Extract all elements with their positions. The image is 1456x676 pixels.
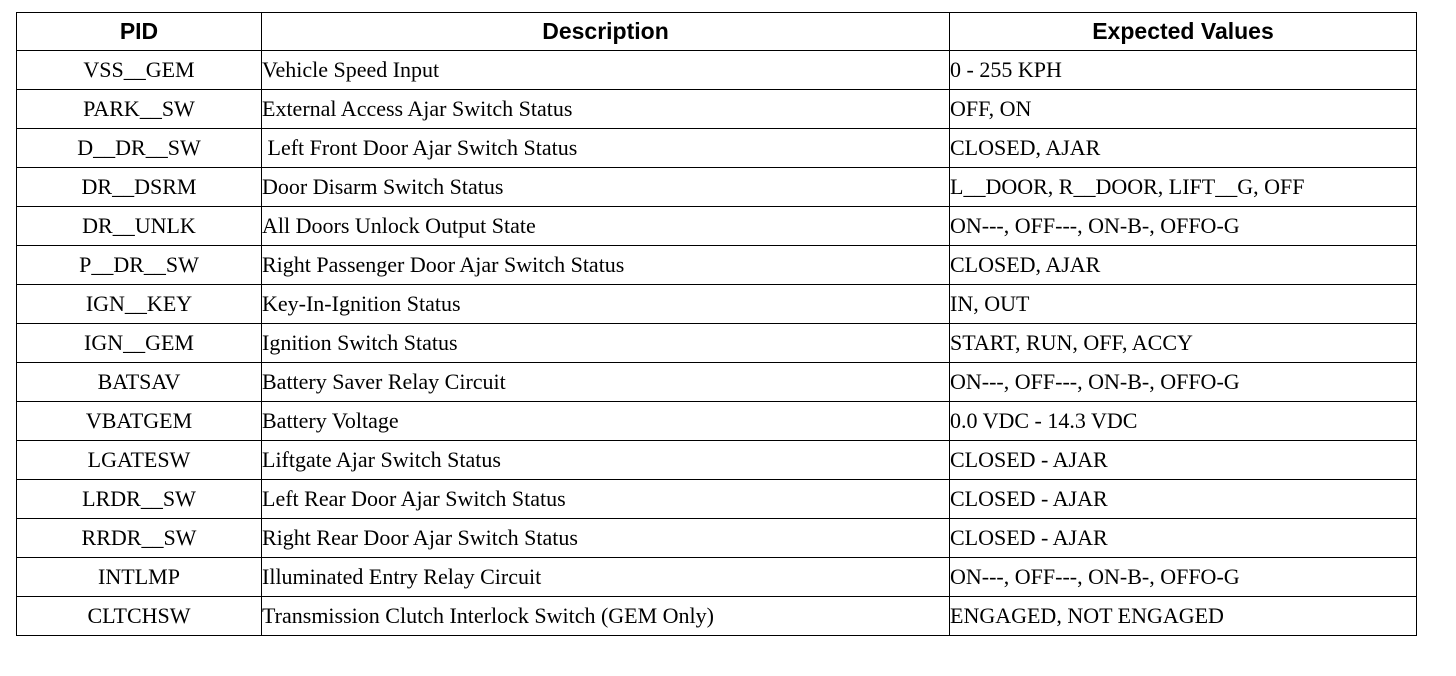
expected-values-cell: CLOSED, AJAR [950, 129, 1417, 168]
table-body [17, 51, 1417, 636]
pid-cell: IGN__KEY [17, 285, 262, 324]
table-row [17, 558, 1417, 597]
pid-cell: DR__DSRM [17, 168, 262, 207]
table-row [17, 324, 1417, 363]
table-row [17, 168, 1417, 207]
description-cell: All Doors Unlock Output State [262, 207, 950, 246]
description-cell: Right Rear Door Ajar Switch Status [262, 519, 950, 558]
header-row [17, 13, 1417, 51]
description-cell: Liftgate Ajar Switch Status [262, 441, 950, 480]
pid-cell: LGATESW [17, 441, 262, 480]
pid-cell: INTLMP [17, 558, 262, 597]
header-expected-values: Expected Values [950, 13, 1417, 51]
expected-values-cell: OFF, ON [950, 90, 1417, 129]
pid-cell: VSS__GEM [17, 51, 262, 90]
pid-table [16, 12, 1417, 636]
table-row [17, 519, 1417, 558]
expected-values-cell: ON---, OFF---, ON-B-, OFFO-G [950, 207, 1417, 246]
expected-values-cell: L__DOOR, R__DOOR, LIFT__G, OFF [950, 168, 1417, 207]
description-cell: Right Passenger Door Ajar Switch Status [262, 246, 950, 285]
pid-cell: BATSAV [17, 363, 262, 402]
header-description: Description [262, 13, 950, 51]
table-row [17, 129, 1417, 168]
table-row [17, 480, 1417, 519]
pid-cell: VBATGEM [17, 402, 262, 441]
expected-values-cell: START, RUN, OFF, ACCY [950, 324, 1417, 363]
expected-values-cell: IN, OUT [950, 285, 1417, 324]
expected-values-cell: ENGAGED, NOT ENGAGED [950, 597, 1417, 636]
table-row [17, 363, 1417, 402]
description-cell: Key-In-Ignition Status [262, 285, 950, 324]
description-cell: Ignition Switch Status [262, 324, 950, 363]
pid-cell: CLTCHSW [17, 597, 262, 636]
table-row [17, 441, 1417, 480]
pid-cell: P__DR__SW [17, 246, 262, 285]
description-cell: Illuminated Entry Relay Circuit [262, 558, 950, 597]
table-header [17, 13, 1417, 51]
expected-values-cell: ON---, OFF---, ON-B-, OFFO-G [950, 363, 1417, 402]
description-cell: External Access Ajar Switch Status [262, 90, 950, 129]
table-row [17, 246, 1417, 285]
description-cell: Left Front Door Ajar Switch Status [262, 129, 950, 168]
pid-cell: IGN__GEM [17, 324, 262, 363]
description-cell: Battery Saver Relay Circuit [262, 363, 950, 402]
table-row [17, 402, 1417, 441]
pid-cell: PARK__SW [17, 90, 262, 129]
table-row [17, 90, 1417, 129]
description-cell: Left Rear Door Ajar Switch Status [262, 480, 950, 519]
pid-cell: DR__UNLK [17, 207, 262, 246]
expected-values-cell: ON---, OFF---, ON-B-, OFFO-G [950, 558, 1417, 597]
expected-values-cell: CLOSED - AJAR [950, 519, 1417, 558]
expected-values-cell: CLOSED - AJAR [950, 441, 1417, 480]
table-row [17, 285, 1417, 324]
table-row [17, 51, 1417, 90]
expected-values-cell: 0 - 255 KPH [950, 51, 1417, 90]
expected-values-cell: CLOSED, AJAR [950, 246, 1417, 285]
expected-values-cell: CLOSED - AJAR [950, 480, 1417, 519]
description-cell: Door Disarm Switch Status [262, 168, 950, 207]
table-row [17, 597, 1417, 636]
header-pid: PID [17, 13, 262, 51]
pid-cell: RRDR__SW [17, 519, 262, 558]
table-row [17, 207, 1417, 246]
description-cell: Battery Voltage [262, 402, 950, 441]
expected-values-cell: 0.0 VDC - 14.3 VDC [950, 402, 1417, 441]
description-cell: Transmission Clutch Interlock Switch (GEM Only) [262, 597, 950, 636]
pid-cell: LRDR__SW [17, 480, 262, 519]
pid-cell: D__DR__SW [17, 129, 262, 168]
description-cell: Vehicle Speed Input [262, 51, 950, 90]
